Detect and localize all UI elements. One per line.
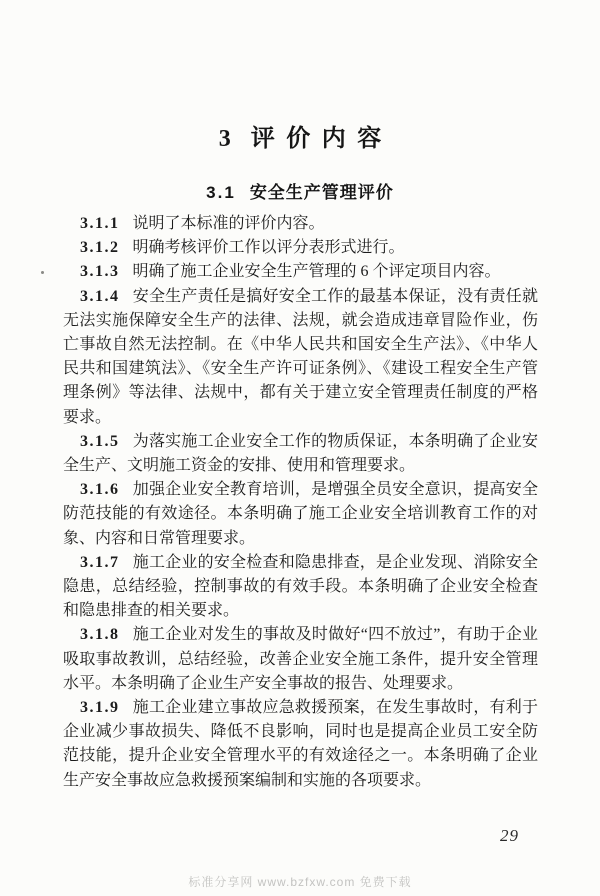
- clause-paragraph: [63, 212, 538, 236]
- chapter-number: 3: [218, 126, 231, 152]
- clause-text: 说明了本标准的评价内容。: [132, 215, 325, 232]
- watermark: 标准分享网 www.bzfxw.com 免费下载: [188, 875, 412, 889]
- chapter-title-text: 评价内容: [250, 126, 393, 152]
- clause-paragraph: [63, 236, 538, 260]
- clause-paragraph: [63, 696, 538, 793]
- clause-text: 施工企业的安全检查和隐患排查，是企业发现、消除安全隐患，总结经验，控制事故的有效手段。本条明确了企业安全检查和隐患排查的相关要求。: [63, 553, 538, 620]
- clause-paragraph: [63, 478, 538, 551]
- clause-number: 3.1.8: [80, 626, 120, 644]
- clause-text: 为落实施工企业安全工作的物质保证，本条明确了企业安全生产、文明施工资金的安排、使用和管理要求。: [63, 432, 538, 475]
- scan-speck: [41, 271, 44, 274]
- clause-number: 3.1.5: [80, 432, 120, 450]
- clause-text: 施工企业建立事故应急救援预案，在发生事故时，有利于企业减少事故损失、降低不良影响，同时也是提高企业员工安全防范技能，提升企业安全管理水平的有效途径之一。本条明确了企业生产安全事故应急救援预案编制和实施的各项要求。: [63, 699, 538, 789]
- clause-number: 3.1.7: [80, 553, 120, 571]
- section-number: 3.1: [206, 183, 236, 202]
- clause-text: 施工企业对发生的事故及时做好“四不放过”，有助于企业吸取事故教训，总结经验，改善企业安全施工条件，提升安全管理水平。本条明确了企业生产安全事故的报告、处理要求。: [63, 626, 538, 692]
- clause-text: 加强企业安全教育培训，是增强全员安全意识，提高安全防范技能的有效途径。本条明确了施工企业安全培训教育工作的对象、内容和日常管理要求。: [63, 481, 538, 547]
- chapter-title: [0, 118, 600, 153]
- clause-paragraph: [63, 285, 538, 430]
- page-number: 29: [500, 826, 519, 845]
- clause-paragraph: [63, 260, 538, 284]
- clause-text: 安全生产责任是搞好安全工作的最基本保证，没有责任就无法实施保障安全生产的法律、法规，就会造成违章冒险作业，伤亡事故自然无法控制。在《中华人民共和国安全生产法》、《中华人民共和国建筑法》、《安全生产许可证条例》、《建设工程安全生产管理条例》等法律、法规中，都有关于建立安全管理责任制度的严格要求。: [63, 287, 538, 426]
- clause-text: 明确了施工企业安全生产管理的 6 个评定项目内容。: [132, 263, 501, 281]
- section-heading: [0, 178, 600, 203]
- section-title-text: 安全生产管理评价: [249, 183, 394, 202]
- clause-list: [63, 212, 538, 793]
- clause-number: 3.1.6: [80, 481, 120, 499]
- clause-number: 3.1.3: [80, 263, 120, 281]
- clause-number: 3.1.9: [80, 699, 120, 717]
- clause-text: 明确考核评价工作以评分表形式进行。: [132, 239, 405, 257]
- clause-number: 3.1.1: [80, 215, 120, 232]
- clause-paragraph: [63, 430, 538, 478]
- clause-number: 3.1.2: [80, 239, 120, 257]
- clause-paragraph: [63, 551, 538, 624]
- clause-number: 3.1.4: [80, 287, 120, 305]
- clause-paragraph: [63, 623, 538, 696]
